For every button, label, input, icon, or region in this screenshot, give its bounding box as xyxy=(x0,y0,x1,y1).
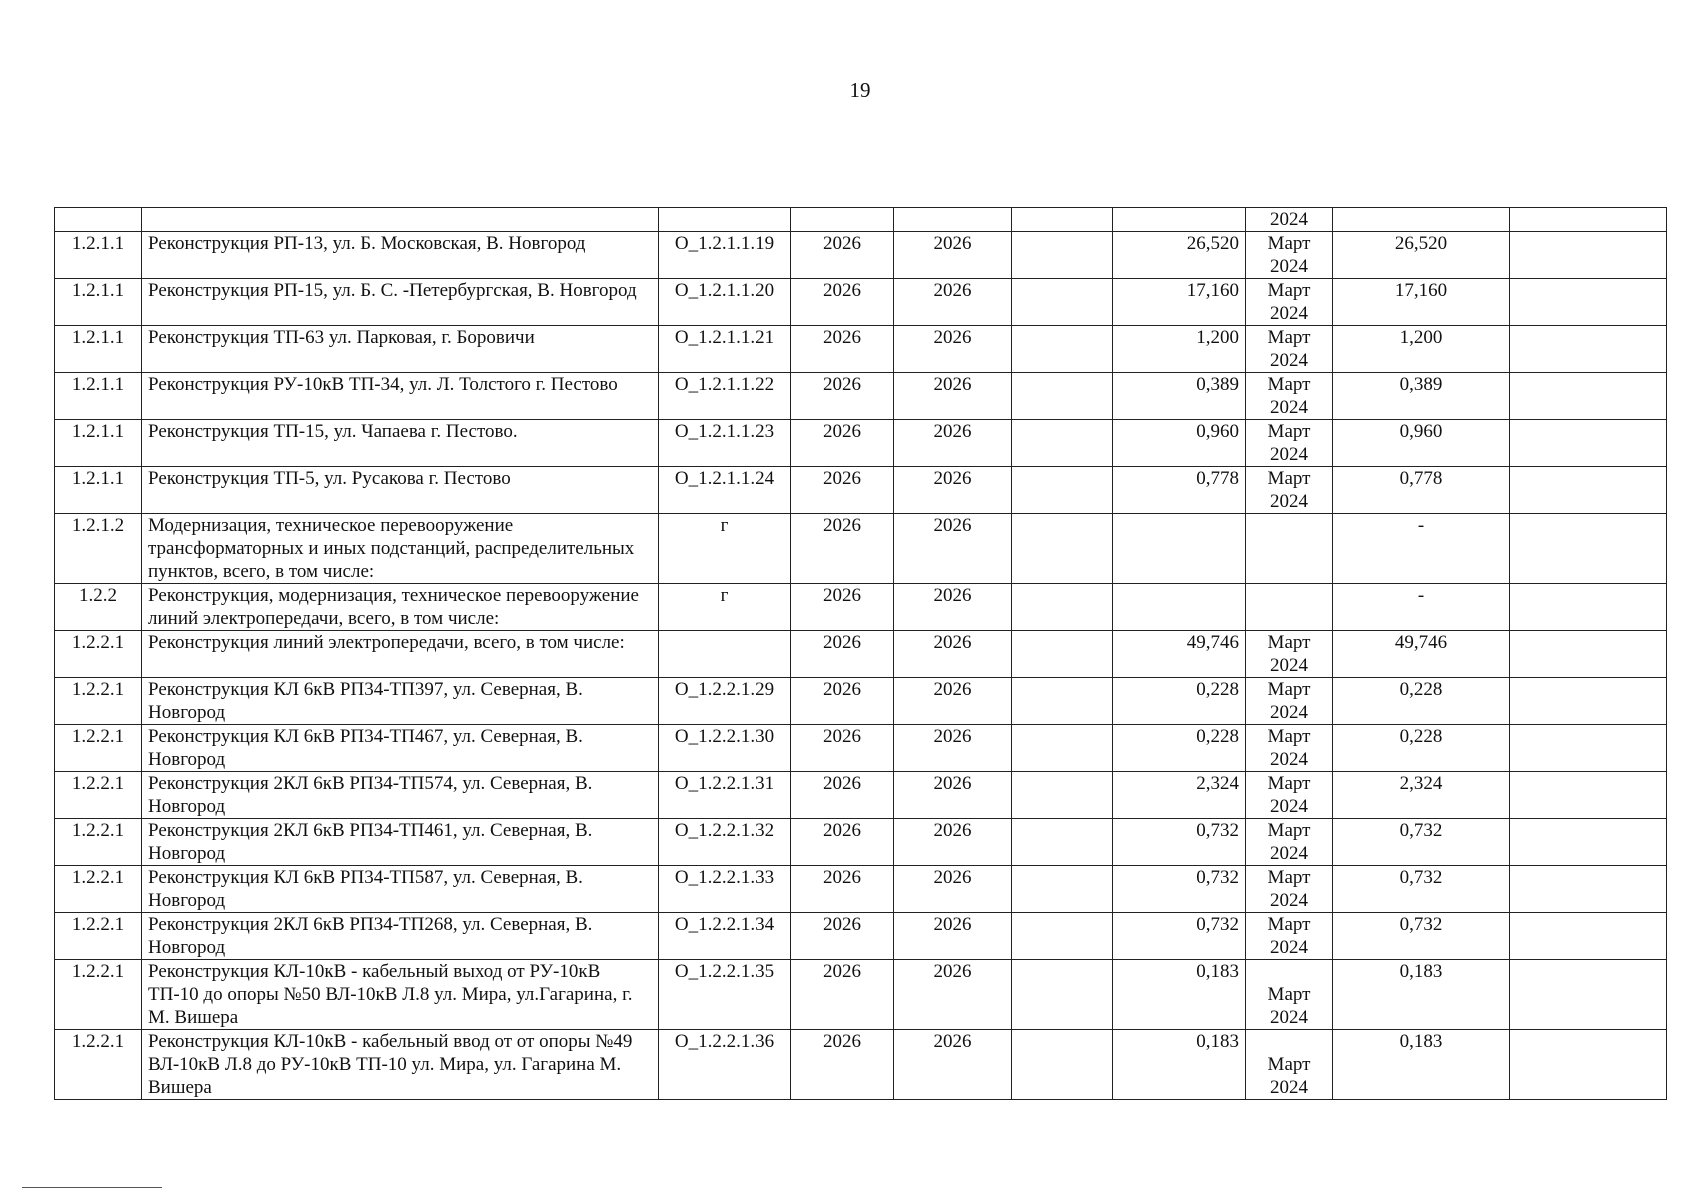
table-row xyxy=(55,514,1667,584)
cell-name: Реконструкция РУ-10кВ ТП-34, ул. Л. Толстого г. Пестово xyxy=(142,373,659,420)
cell-number: 1.2.2.1 xyxy=(55,819,142,866)
cell-empty xyxy=(1012,420,1113,467)
cell-empty xyxy=(1510,420,1667,467)
cell-value-2: 17,160 xyxy=(1333,279,1510,326)
cell-year-end: 2026 xyxy=(894,678,1012,725)
cell-year-end: 2026 xyxy=(894,631,1012,678)
cell-month-year xyxy=(1246,819,1333,866)
spacer xyxy=(1252,960,1326,983)
spacer xyxy=(1252,1030,1326,1053)
table-row xyxy=(55,772,1667,819)
cell-empty xyxy=(1012,232,1113,279)
cell-empty xyxy=(1510,373,1667,420)
cell-month-year xyxy=(1246,725,1333,772)
month-label: Март xyxy=(1267,867,1311,888)
table-row xyxy=(55,913,1667,960)
cell-value-2: 0,960 xyxy=(1333,420,1510,467)
year-label: 2024 xyxy=(1270,350,1308,371)
year-label: 2024 xyxy=(1270,397,1308,418)
cell-name: Реконструкция КЛ 6кВ РП34-ТП467, ул. Северная, В. Новгород xyxy=(142,725,659,772)
cell-name: Реконструкция КЛ 6кВ РП34-ТП587, ул. Северная, В. Новгород xyxy=(142,866,659,913)
cell-empty xyxy=(1510,514,1667,584)
cell-empty xyxy=(1012,279,1113,326)
cell-code: О_1.2.2.1.29 xyxy=(659,678,791,725)
cell-empty xyxy=(1510,772,1667,819)
year-label: 2024 xyxy=(1270,444,1308,465)
cell-value-2: 0,732 xyxy=(1333,819,1510,866)
cell-year-start: 2026 xyxy=(791,584,894,631)
cell-month-year xyxy=(1246,467,1333,514)
cell-empty xyxy=(1510,467,1667,514)
footnote-separator xyxy=(22,1187,162,1188)
month-label: Март xyxy=(1267,820,1311,841)
cell-year-start: 2026 xyxy=(791,819,894,866)
cell-name: Реконструкция, модернизация, техническое перевооружение линий электропередачи, всего, в том числе: xyxy=(142,584,659,631)
month-label: Март xyxy=(1267,914,1311,935)
cell-code: О_1.2.2.1.31 xyxy=(659,772,791,819)
cell-value-2: 0,732 xyxy=(1333,866,1510,913)
cell-value-2: 0,228 xyxy=(1333,725,1510,772)
cell-empty xyxy=(1012,725,1113,772)
month-label: Март xyxy=(1267,421,1311,442)
cell-value: 0,960 xyxy=(1113,420,1246,467)
year-label: 2024 xyxy=(1270,749,1308,770)
cell-code: О_1.2.1.1.24 xyxy=(659,467,791,514)
month-label: Март xyxy=(1267,1054,1311,1075)
cell-empty xyxy=(1510,279,1667,326)
cell-year-start: 2026 xyxy=(791,678,894,725)
cell-value: 49,746 xyxy=(1113,631,1246,678)
cell-year-end: 2026 xyxy=(894,725,1012,772)
cell-empty xyxy=(1113,208,1246,232)
cell-year-start: 2026 xyxy=(791,467,894,514)
cell-value-2: 0,778 xyxy=(1333,467,1510,514)
month-label: Март xyxy=(1267,374,1311,395)
table-row xyxy=(55,208,1667,232)
month-label: Март xyxy=(1267,327,1311,348)
cell-name: Реконструкция КЛ 6кВ РП34-ТП397, ул. Северная, В. Новгород xyxy=(142,678,659,725)
year-label: 2024 xyxy=(1270,1077,1308,1098)
month-label: Март xyxy=(1267,773,1311,794)
year-label: 2024 xyxy=(1270,256,1308,277)
cell-number: 1.2.2.1 xyxy=(55,1030,142,1100)
cell-empty xyxy=(1510,232,1667,279)
cell-name: Реконструкция ТП-63 ул. Парковая, г. Боровичи xyxy=(142,326,659,373)
month-label: Март xyxy=(1267,233,1311,254)
cell-year-start: 2026 xyxy=(791,373,894,420)
cell-empty xyxy=(1012,960,1113,1030)
cell-number: 1.2.2.1 xyxy=(55,866,142,913)
cell-value: 0,228 xyxy=(1113,678,1246,725)
cell-value: 2,324 xyxy=(1113,772,1246,819)
cell-value: 0,732 xyxy=(1113,913,1246,960)
cell-name: Реконструкция РП-15, ул. Б. С. -Петербургская, В. Новгород xyxy=(142,279,659,326)
cell-empty xyxy=(1333,208,1510,232)
table-row xyxy=(55,373,1667,420)
table-row xyxy=(55,279,1667,326)
table-row xyxy=(55,960,1667,1030)
table-body xyxy=(55,208,1667,1100)
cell-year-end: 2026 xyxy=(894,326,1012,373)
cell-month-year xyxy=(1246,960,1333,1030)
cell-number: 1.2.2.1 xyxy=(55,678,142,725)
cell-value-2: 0,389 xyxy=(1333,373,1510,420)
cell-code: О_1.2.1.1.20 xyxy=(659,279,791,326)
cell-empty xyxy=(1510,913,1667,960)
cell-value: 17,160 xyxy=(1113,279,1246,326)
cell-month-year xyxy=(1246,772,1333,819)
year-label: 2024 xyxy=(1270,303,1308,324)
cell-month-year xyxy=(1246,232,1333,279)
cell-number: 1.2.2.1 xyxy=(55,725,142,772)
cell-name: Реконструкция КЛ-10кВ - кабельный выход от РУ-10кВ ТП-10 до опоры №50 ВЛ-10кВ Л.8 ул. Мира, ул.Гагарина, г. М. Вишера xyxy=(142,960,659,1030)
cell-empty xyxy=(1012,373,1113,420)
cell-number: 1.2.1.2 xyxy=(55,514,142,584)
cell-month-year xyxy=(1246,279,1333,326)
cell-year-start: 2026 xyxy=(791,514,894,584)
table-row xyxy=(55,725,1667,772)
cell-code: О_1.2.1.1.22 xyxy=(659,373,791,420)
cell-name: Реконструкция 2КЛ 6кВ РП34-ТП574, ул. Северная, В. Новгород xyxy=(142,772,659,819)
cell-year-end: 2026 xyxy=(894,866,1012,913)
cell-value: 0,183 xyxy=(1113,960,1246,1030)
cell-empty xyxy=(1012,467,1113,514)
cell-empty xyxy=(1012,866,1113,913)
year-label: 2024 xyxy=(1270,843,1308,864)
cell-month-year xyxy=(1246,584,1333,631)
cell-value-2: 0,183 xyxy=(1333,960,1510,1030)
cell-year-start: 2026 xyxy=(791,725,894,772)
cell-code: г xyxy=(659,584,791,631)
cell-year-end: 2026 xyxy=(894,772,1012,819)
cell-empty xyxy=(1012,326,1113,373)
cell-year-end: 2026 xyxy=(894,1030,1012,1100)
cell-empty xyxy=(1510,960,1667,1030)
cell-year-start: 2026 xyxy=(791,772,894,819)
year-label: 2024 xyxy=(1270,937,1308,958)
cell-number: 1.2.1.1 xyxy=(55,326,142,373)
cell-value: 1,200 xyxy=(1113,326,1246,373)
cell-month-year xyxy=(1246,913,1333,960)
cell-value-2: 1,200 xyxy=(1333,326,1510,373)
cell-name: Реконструкция 2КЛ 6кВ РП34-ТП461, ул. Северная, В. Новгород xyxy=(142,819,659,866)
cell-empty xyxy=(1510,631,1667,678)
cell-code xyxy=(659,631,791,678)
cell-value: 0,778 xyxy=(1113,467,1246,514)
month-label: Март xyxy=(1267,984,1311,1005)
cell-value-2: 0,183 xyxy=(1333,1030,1510,1100)
cell-value-2: 2,324 xyxy=(1333,772,1510,819)
cell-code: О_1.2.2.1.33 xyxy=(659,866,791,913)
cell-empty xyxy=(1012,772,1113,819)
cell-empty xyxy=(1510,678,1667,725)
cell-number: 1.2.2 xyxy=(55,584,142,631)
cell-value-2: - xyxy=(1333,514,1510,584)
cell-year-end: 2026 xyxy=(894,960,1012,1030)
cell-year-start: 2026 xyxy=(791,279,894,326)
table-row xyxy=(55,1030,1667,1100)
cell-code: О_1.2.2.1.35 xyxy=(659,960,791,1030)
cell-number: 1.2.1.1 xyxy=(55,373,142,420)
cell-empty xyxy=(1510,326,1667,373)
cell-empty xyxy=(1510,584,1667,631)
cell-month-year xyxy=(1246,678,1333,725)
cell-code: О_1.2.2.1.32 xyxy=(659,819,791,866)
cell-year-end: 2026 xyxy=(894,913,1012,960)
cell-code: О_1.2.2.1.30 xyxy=(659,725,791,772)
month-label: Март xyxy=(1267,632,1311,653)
cell-empty xyxy=(791,208,894,232)
cell-year-start: 2026 xyxy=(791,326,894,373)
cell-month-year xyxy=(1246,866,1333,913)
cell-code: О_1.2.1.1.19 xyxy=(659,232,791,279)
cell-month-year xyxy=(1246,326,1333,373)
cell-name: Реконструкция РП-13, ул. Б. Московская, В. Новгород xyxy=(142,232,659,279)
cell-number: 1.2.2.1 xyxy=(55,960,142,1030)
cell-month-year xyxy=(1246,631,1333,678)
cell-number: 1.2.2.1 xyxy=(55,913,142,960)
cell-year-end: 2026 xyxy=(894,279,1012,326)
table-row xyxy=(55,232,1667,279)
cell-year-end: 2026 xyxy=(894,420,1012,467)
cell-name: Реконструкция ТП-15, ул. Чапаева г. Пестово. xyxy=(142,420,659,467)
month-label: Март xyxy=(1267,280,1311,301)
cell-name: Реконструкция ТП-5, ул. Русакова г. Пестово xyxy=(142,467,659,514)
cell-empty xyxy=(1012,514,1113,584)
table-row xyxy=(55,678,1667,725)
cell-name: Реконструкция КЛ-10кВ - кабельный ввод от от опоры №49 ВЛ-10кВ Л.8 до РУ-10кВ ТП-10 ул. Мира, ул. Гагарина М. Вишера xyxy=(142,1030,659,1100)
cell-number: 1.2.2.1 xyxy=(55,772,142,819)
cell-empty xyxy=(1510,725,1667,772)
cell-year-start: 2026 xyxy=(791,960,894,1030)
cell-value-2: - xyxy=(1333,584,1510,631)
cell-empty xyxy=(1510,819,1667,866)
table-row xyxy=(55,326,1667,373)
cell-month-year xyxy=(1246,1030,1333,1100)
cell-year-end: 2026 xyxy=(894,514,1012,584)
cell-number: 1.2.1.1 xyxy=(55,420,142,467)
cell-value-2: 26,520 xyxy=(1333,232,1510,279)
month-label: Март xyxy=(1267,679,1311,700)
investment-table xyxy=(54,207,1667,1100)
year-label: 2024 xyxy=(1270,1007,1308,1028)
table-row xyxy=(55,819,1667,866)
table-row xyxy=(55,420,1667,467)
cell-empty xyxy=(1012,678,1113,725)
cell-value-2: 0,228 xyxy=(1333,678,1510,725)
cell-year: 2024 xyxy=(1246,208,1333,232)
cell-year-end: 2026 xyxy=(894,232,1012,279)
cell-value-2: 49,746 xyxy=(1333,631,1510,678)
cell-code: О_1.2.2.1.36 xyxy=(659,1030,791,1100)
cell-empty xyxy=(1012,819,1113,866)
cell-year-start: 2026 xyxy=(791,866,894,913)
table-row xyxy=(55,866,1667,913)
cell-year-start: 2026 xyxy=(791,232,894,279)
year-label: 2024 xyxy=(1270,491,1308,512)
cell-name: Реконструкция линий электропередачи, всего, в том числе: xyxy=(142,631,659,678)
cell-value: 0,732 xyxy=(1113,866,1246,913)
cell-code: О_1.2.1.1.21 xyxy=(659,326,791,373)
table-row xyxy=(55,631,1667,678)
cell-year-end: 2026 xyxy=(894,467,1012,514)
year-label: 2024 xyxy=(1270,796,1308,817)
cell-value: 26,520 xyxy=(1113,232,1246,279)
month-label: Март xyxy=(1267,726,1311,747)
cell-number: 1.2.1.1 xyxy=(55,279,142,326)
cell-month-year xyxy=(1246,420,1333,467)
cell-value: 0,732 xyxy=(1113,819,1246,866)
cell-empty xyxy=(142,208,659,232)
cell-year-end: 2026 xyxy=(894,373,1012,420)
cell-empty xyxy=(1012,208,1113,232)
cell-empty xyxy=(1012,584,1113,631)
cell-code: О_1.2.2.1.34 xyxy=(659,913,791,960)
cell-value: 0,228 xyxy=(1113,725,1246,772)
cell-year-end: 2026 xyxy=(894,584,1012,631)
cell-month-year xyxy=(1246,514,1333,584)
cell-empty xyxy=(1012,1030,1113,1100)
cell-name: Модернизация, техническое перевооружение трансформаторных и иных подстанций, распределительных пунктов, всего, в том числе: xyxy=(142,514,659,584)
cell-number: 1.2.1.1 xyxy=(55,232,142,279)
cell-year-end: 2026 xyxy=(894,819,1012,866)
cell-year-start: 2026 xyxy=(791,913,894,960)
cell-number: 1.2.2.1 xyxy=(55,631,142,678)
cell-name: Реконструкция 2КЛ 6кВ РП34-ТП268, ул. Северная, В. Новгород xyxy=(142,913,659,960)
cell-empty xyxy=(55,208,142,232)
cell-month-year xyxy=(1246,373,1333,420)
cell-number: 1.2.1.1 xyxy=(55,467,142,514)
cell-value-2: 0,732 xyxy=(1333,913,1510,960)
cell-empty xyxy=(1510,208,1667,232)
cell-empty xyxy=(1012,913,1113,960)
cell-year-start: 2026 xyxy=(791,420,894,467)
cell-empty xyxy=(1012,631,1113,678)
cell-value: 0,389 xyxy=(1113,373,1246,420)
cell-year-start: 2026 xyxy=(791,631,894,678)
cell-code: г xyxy=(659,514,791,584)
table-row xyxy=(55,467,1667,514)
year-label: 2024 xyxy=(1270,702,1308,723)
cell-empty xyxy=(1510,866,1667,913)
cell-empty xyxy=(659,208,791,232)
cell-empty xyxy=(1510,1030,1667,1100)
page-number: 19 xyxy=(849,78,871,102)
table-row xyxy=(55,584,1667,631)
cell-empty xyxy=(894,208,1012,232)
year-label: 2024 xyxy=(1270,655,1308,676)
cell-year-start: 2026 xyxy=(791,1030,894,1100)
cell-value xyxy=(1113,514,1246,584)
cell-value xyxy=(1113,584,1246,631)
cell-code: О_1.2.1.1.23 xyxy=(659,420,791,467)
cell-value: 0,183 xyxy=(1113,1030,1246,1100)
year-label: 2024 xyxy=(1270,890,1308,911)
month-label: Март xyxy=(1267,468,1311,489)
